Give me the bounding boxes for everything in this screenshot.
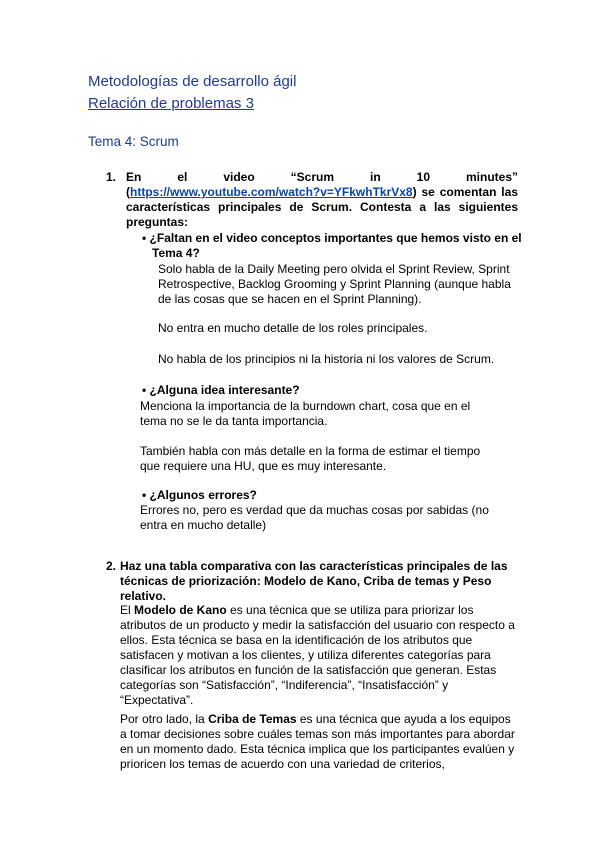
- body-paragraph: [120, 712, 520, 772]
- paragraph-text: es una técnica que se utiliza para priorizar los atributos de un producto y medir la satisfacción del usuario con respecto a ellos. Esta técnica se basa en la identificación de los atributos que satisfacen y motivan a los clientes, y utiliza diferentes categorías para clasificar los atributos en función de la satisfacción que generan. Estas categorías son “Satisfacción”, “Indiferencia”, “Insatisfacción” y “Expectativa”.: [120, 603, 515, 707]
- question-2: [106, 559, 518, 604]
- section-title: Tema 4: Scrum: [88, 134, 179, 149]
- bold-term: Modelo de Kano: [134, 603, 227, 617]
- answer-paragraph: Errores no, pero es verdad que da muchas cosas por sabidas (no entra en mucho detalle): [140, 503, 489, 532]
- question-number: 1.: [106, 170, 117, 184]
- answer-paragraph: También habla con más detalle en la forma de estimar el tiempo que requiere una HU, que es muy interesante.: [140, 444, 481, 473]
- answer-paragraph: No entra en mucho detalle de los roles principales.: [158, 321, 428, 335]
- question-1: [106, 170, 518, 230]
- paragraph-text: El: [120, 603, 135, 617]
- document-title: Metodologías de desarrollo ágil: [88, 73, 297, 90]
- paragraph-text: es una técnica que ayuda a los equipos a tomar decisiones sobre cuáles temas son más importantes para abordar en un momento dado. Esta técnica implica que los participantes evalúen y prioricen los temas de acuerdo con una variedad de criterios,: [120, 712, 515, 771]
- question-text-part: ) se comentan las características principales de Scrum. Contesta a las siguientes preguntas:: [126, 185, 518, 229]
- bullet-question: • ¿Algunos errores?: [142, 488, 257, 502]
- bullet-question: • ¿Alguna idea interesante?: [142, 383, 300, 397]
- youtube-link[interactable]: https://www.youtube.com/watch?v=YFkwhTkrVx8: [130, 185, 413, 199]
- question-text: Haz una tabla comparativa con las características principales de las técnicas de priorización: Modelo de Kano, Criba de temas y Peso relativo.: [120, 559, 508, 603]
- question-number: 2.: [106, 559, 117, 573]
- bold-term: Criba de Temas: [208, 712, 297, 726]
- body-paragraph: [120, 603, 520, 708]
- answer-paragraph: Solo habla de la Daily Meeting pero olvida el Sprint Review, Sprint Retrospective, Backlog Grooming y Sprint Planning (aunque habla de las cosas que se hacen en el Sprint Planning).: [158, 262, 511, 306]
- document-subtitle: Relación de problemas 3: [88, 95, 254, 112]
- bullet-question: • ¿Faltan en el video conceptos importantes que hemos visto en el Tema 4?: [142, 231, 522, 260]
- paragraph-text: Por otro lado, la: [120, 712, 209, 726]
- answer-paragraph: Menciona la importancia de la burndown chart, cosa que en el tema no se le da tanta importancia.: [140, 399, 471, 428]
- answer-paragraph: No habla de los principios ni la historia ni los valores de Scrum.: [158, 352, 495, 366]
- question-text: [126, 170, 518, 230]
- question-text-part: En el video “Scrum in 10 minutes” (: [126, 170, 518, 199]
